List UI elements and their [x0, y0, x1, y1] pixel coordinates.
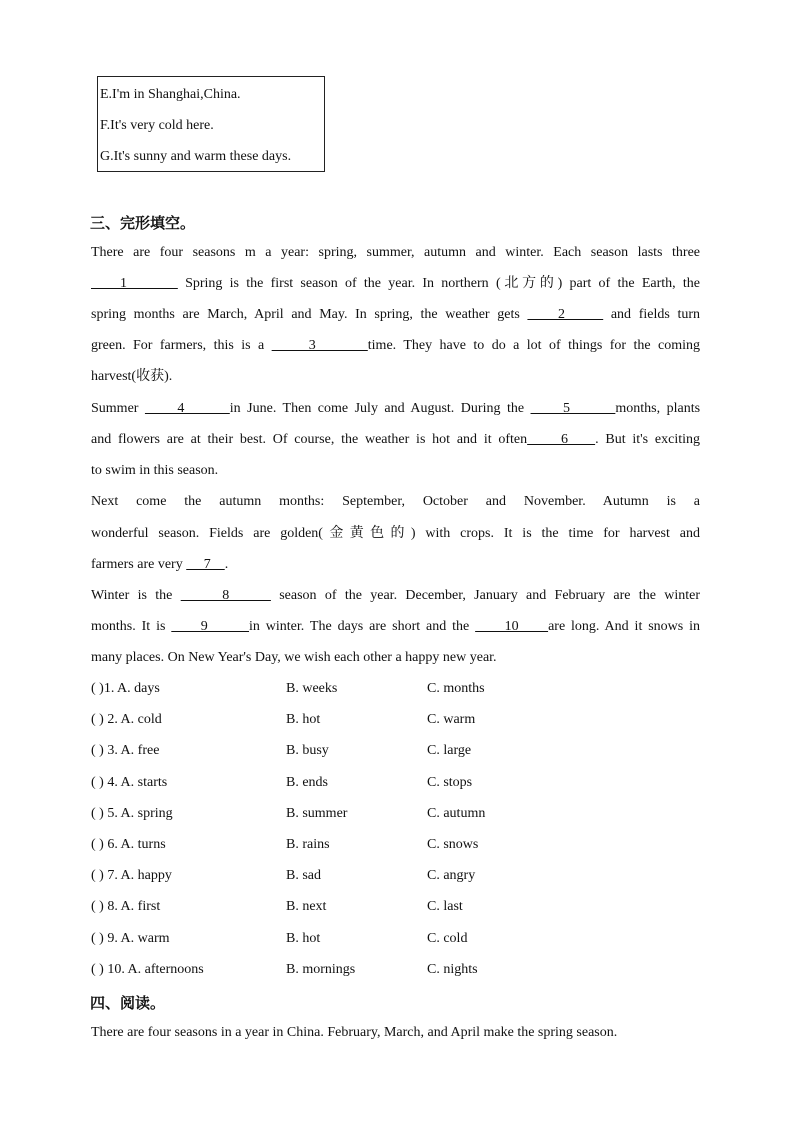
passage-text: in June. Then come July and August. During the — [229, 401, 531, 416]
passage-line — [91, 337, 700, 355]
option-b: B. mornings — [286, 961, 356, 977]
passage-line — [91, 275, 700, 293]
passage-text: green. For farmers, this is a — [91, 338, 272, 353]
answer-blank: 6 — [527, 432, 596, 447]
option-c: C. large — [427, 743, 472, 759]
option-b: B. summer — [286, 805, 348, 821]
passage-text: . — [224, 557, 229, 572]
passage-text: months. It is — [91, 619, 172, 634]
passage-text: months, plants — [615, 401, 701, 416]
passage-text: Next come the autumn months: September, October and November. Autumn is a — [91, 494, 700, 509]
passage-line — [91, 462, 700, 480]
passage-text: Spring is the first season of the year. In northern (北方的) part of the Earth, the — [177, 276, 701, 291]
passage-text: farmers are very — [91, 557, 187, 572]
passage-text: to swim in this season. — [91, 463, 219, 478]
question-number: ( ) 10. A. afternoons — [91, 961, 204, 977]
option-g: G.It's sunny and warm these days. — [100, 149, 292, 164]
question-number: ( ) 4. A. starts — [91, 774, 168, 790]
passage-text: There are four seasons m a year: spring, summer, autumn and winter. Each season lasts three — [91, 245, 700, 260]
passage-text: many places. On New Year's Day, we wish each other a happy new year. — [91, 650, 497, 665]
option-b: B. sad — [286, 868, 321, 884]
reading-text: There are four seasons in a year in China. February, March, and April make the spring season. — [91, 1025, 618, 1040]
answer-blank: 1 — [91, 276, 178, 291]
question-number: ( )1. A. days — [91, 681, 160, 696]
passage-line — [91, 306, 700, 324]
passage-text: and flowers are at their best. Of course, the weather is hot and it often — [91, 432, 528, 447]
passage-text: season of the year. December, January and February are the winter — [270, 588, 700, 603]
passage-text: are long. And it snows in — [548, 619, 701, 634]
option-b: B. weeks — [286, 681, 338, 696]
option-c: C. autumn — [427, 805, 486, 821]
option-c: C. cold — [427, 930, 468, 946]
passage-text: Summer — [91, 401, 145, 416]
passage-text: harvest(收获). — [91, 369, 173, 384]
option-c: C. stops — [427, 774, 473, 790]
answer-blank: 9 — [171, 619, 250, 634]
answer-blank: 2 — [527, 307, 604, 322]
passage-line — [91, 400, 700, 418]
question-number: ( ) 3. A. free — [91, 743, 160, 759]
option-c: C. angry — [427, 868, 476, 884]
section-4-heading: 四、阅读。 — [90, 994, 166, 1012]
question-number: ( ) 8. A. first — [91, 899, 161, 915]
passage-text: and fields turn — [603, 307, 700, 322]
options-box — [97, 76, 325, 172]
question-number: ( ) 7. A. happy — [91, 868, 172, 884]
answer-blank: 7 — [186, 557, 225, 572]
section-3-heading: 三、完形填空。 — [90, 214, 196, 232]
passage-line — [91, 649, 700, 667]
answer-blank: 4 — [144, 401, 230, 416]
option-c: C. snows — [427, 837, 479, 852]
passage-line — [91, 368, 700, 386]
option-e: E.I'm in Shanghai,China. — [100, 87, 241, 102]
option-c: C. months — [427, 681, 485, 696]
question-number: ( ) 2. A. cold — [91, 712, 162, 728]
passage-text: wonderful season. Fields are golden(金黄色的) with crops. It is the time for harvest and — [91, 526, 700, 541]
question-number: ( ) 9. A. warm — [91, 930, 170, 946]
option-c: C. warm — [427, 712, 476, 728]
option-c: C. nights — [427, 961, 478, 977]
option-b: B. rains — [286, 837, 330, 852]
option-b: B. hot — [286, 712, 321, 728]
answer-blank: 3 — [271, 338, 368, 353]
passage-text: Winter is the — [91, 588, 181, 603]
option-b: B. hot — [286, 930, 321, 946]
passage-line — [91, 556, 700, 574]
passage-text: spring months are March, April and May. In spring, the weather gets — [91, 307, 528, 322]
option-f: F.It's very cold here. — [100, 118, 214, 133]
question-number: ( ) 6. A. turns — [91, 837, 166, 852]
answer-blank: 8 — [180, 588, 271, 603]
answer-blank: 10 — [475, 619, 549, 634]
passage-line — [91, 618, 700, 636]
passage-text: time. They have to do a lot of things for the coming — [367, 338, 700, 353]
answer-blank: 5 — [530, 401, 616, 416]
passage-text: in winter. The days are short and the — [249, 619, 476, 634]
option-c: C. last — [427, 899, 463, 915]
passage-line — [91, 244, 700, 262]
passage-text: . But it's exciting — [595, 432, 701, 447]
option-b: B. next — [286, 899, 327, 915]
passage-line — [91, 525, 700, 543]
passage-line — [91, 587, 700, 605]
passage-line — [91, 493, 700, 511]
option-b: B. busy — [286, 743, 329, 759]
passage-line — [91, 431, 700, 449]
question-number: ( ) 5. A. spring — [91, 805, 173, 821]
option-b: B. ends — [286, 774, 328, 790]
